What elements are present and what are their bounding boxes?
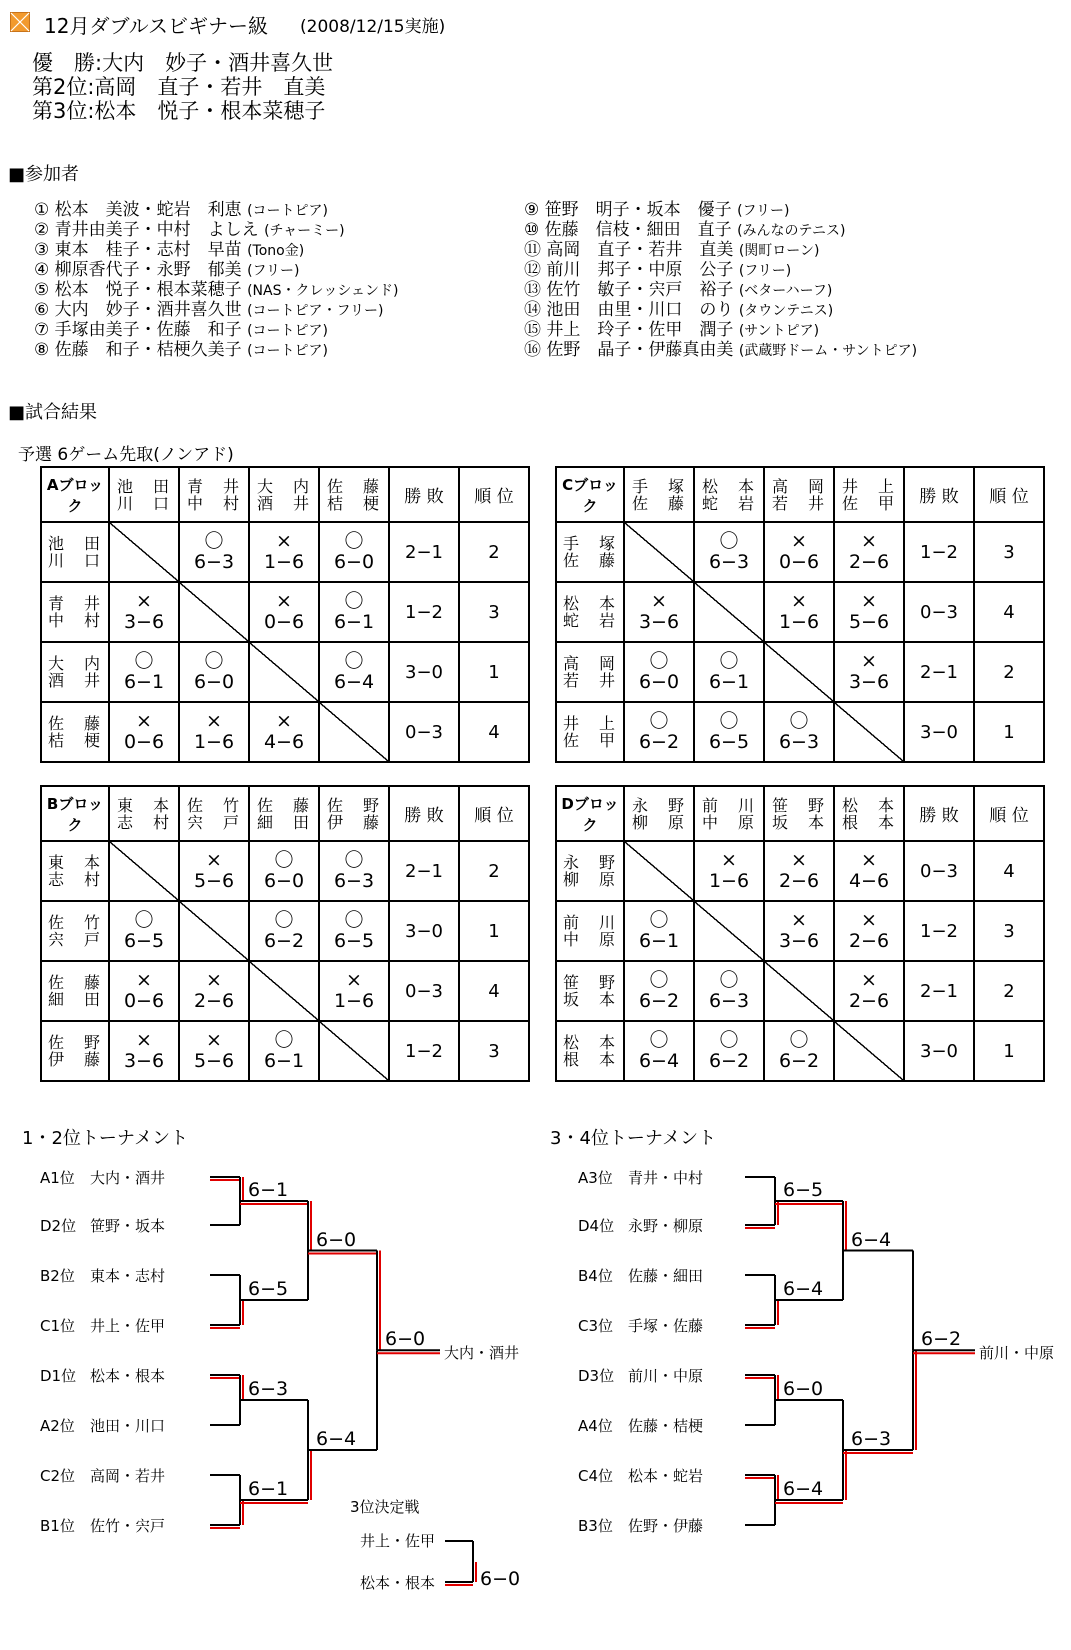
participant-name: ⑯ 佐野 晶子・伊藤真由美 xyxy=(524,340,739,360)
winner-first: 優 勝:大内 妙子・酒井喜久世 xyxy=(32,51,334,75)
rank: 2 xyxy=(459,841,529,901)
match-result: × 2−6 xyxy=(834,522,904,582)
match-result: 〇 6−1 xyxy=(624,901,694,961)
win-loss-header: 勝 敗 xyxy=(904,786,974,841)
participant-affiliation: (Tono金) xyxy=(247,243,305,259)
champion: 大内・酒井 xyxy=(444,1344,520,1363)
participants-heading: ■参加者 xyxy=(8,164,80,185)
match-result: × 1−6 xyxy=(694,841,764,901)
entry-seed: A3位 xyxy=(578,1169,613,1187)
entry-seed: C1位 xyxy=(40,1317,76,1335)
team-label: 佐 竹 宍 戸 xyxy=(41,901,109,961)
team-header: 松 本 蛇 岩 xyxy=(694,467,764,522)
entry-team: 松本・蛇岩 xyxy=(628,1467,704,1485)
match-result: 〇 6−3 xyxy=(694,522,764,582)
match-result: × 1−6 xyxy=(179,702,249,762)
participant-name: ④ 柳原香代子・永野 郁美 xyxy=(34,260,248,280)
participant-affiliation: (ベターハーフ) xyxy=(738,283,833,299)
entry-team: 佐藤・桔梗 xyxy=(628,1417,704,1435)
match-result: 〇 6−1 xyxy=(694,642,764,702)
tournament12-title: 1・2位トーナメント xyxy=(22,1128,189,1149)
win-loss-header: 勝 敗 xyxy=(904,467,974,522)
third-entry: 松本・根本 xyxy=(360,1574,436,1592)
entry-seed: A2位 xyxy=(40,1417,75,1435)
win-loss: 2−1 xyxy=(904,642,974,702)
rank: 3 xyxy=(974,901,1044,961)
win-loss: 0−3 xyxy=(389,702,459,762)
third-place-score: 6−0 xyxy=(480,1568,521,1590)
team-header: 佐 藤 細 田 xyxy=(249,786,319,841)
match-result: 〇 6−3 xyxy=(319,841,389,901)
match-score: 6−3 xyxy=(248,1378,289,1400)
participant-affiliation: (フリー) xyxy=(738,263,792,279)
participant-name: ② 青井由美子・中村 よしえ xyxy=(34,220,265,240)
match-result: 〇 6−3 xyxy=(694,961,764,1021)
match-result: 〇 6−2 xyxy=(249,901,319,961)
win-loss: 1−2 xyxy=(389,1021,459,1081)
team-label: 青 井 中 村 xyxy=(41,582,109,642)
match-result: × 0−6 xyxy=(249,582,319,642)
team-header: 井 上 佐 甲 xyxy=(834,467,904,522)
match-result: 〇 6−5 xyxy=(694,702,764,762)
match-result: 〇 6−0 xyxy=(624,642,694,702)
match-result: × 1−6 xyxy=(319,961,389,1021)
rank: 4 xyxy=(974,841,1044,901)
match-result: 〇 6−2 xyxy=(624,961,694,1021)
team-label: 前 川 中 原 xyxy=(556,901,624,961)
participant-name: ⑤ 松本 悦子・根本菜穂子 xyxy=(34,280,248,300)
team-label: 松 本 根 本 xyxy=(556,1021,624,1081)
winner-third: 第3位:松本 悦子・根本菜穂子 xyxy=(32,99,326,123)
team-label: 佐 野 伊 藤 xyxy=(41,1021,109,1081)
participant-name: ⑥ 大内 妙子・酒井喜久世 xyxy=(34,300,248,320)
team-label: 手 塚 佐 藤 xyxy=(556,522,624,582)
participant-name: ⑩ 佐藤 信枝・細田 直子 xyxy=(524,220,738,240)
match-result: × 0−6 xyxy=(109,702,179,762)
participant-name: ⑫ 前川 邦子・中原 公子 xyxy=(524,260,739,280)
match-score: 6−4 xyxy=(783,1278,824,1300)
entry-team: 高岡・若井 xyxy=(90,1467,166,1485)
match-result: 〇 6−5 xyxy=(109,901,179,961)
rank-header: 順 位 xyxy=(974,467,1044,522)
entry-team: 手塚・佐藤 xyxy=(628,1317,704,1335)
results-heading: ■試合結果 xyxy=(8,402,98,423)
rank: 1 xyxy=(974,1021,1044,1081)
entry-team: 大内・酒井 xyxy=(90,1169,166,1187)
team-header: 高 岡 若 井 xyxy=(764,467,834,522)
rank: 2 xyxy=(974,961,1044,1021)
participant-name: ⑨ 笹野 明子・坂本 優子 xyxy=(524,200,738,220)
entry-seed: D2位 xyxy=(40,1217,77,1235)
entry-team: 松本・根本 xyxy=(90,1367,166,1385)
participant-affiliation: (フリー) xyxy=(737,203,790,219)
rank-header: 順 位 xyxy=(459,786,529,841)
match-result: × 5−6 xyxy=(834,582,904,642)
team-header: 青 井 中 村 xyxy=(179,467,249,522)
final-score: 6−2 xyxy=(921,1328,962,1351)
entry-seed: D1位 xyxy=(40,1367,77,1385)
match-result: 〇 6−1 xyxy=(319,582,389,642)
champion: 前川・中原 xyxy=(979,1344,1055,1363)
team-header: 手 塚 佐 藤 xyxy=(624,467,694,522)
block-name: Aブロック xyxy=(41,467,109,522)
rank: 4 xyxy=(974,582,1044,642)
entry-team: 佐竹・宍戸 xyxy=(90,1517,166,1535)
entry-team: 東本・志村 xyxy=(90,1267,166,1285)
win-loss: 0−3 xyxy=(904,841,974,901)
match-score: 6−4 xyxy=(851,1228,892,1251)
match-result: 〇 6−1 xyxy=(249,1021,319,1081)
match-score: 6−4 xyxy=(316,1428,357,1450)
entry-team: 前川・中原 xyxy=(628,1367,704,1385)
entry-seed: D3位 xyxy=(578,1367,615,1385)
team-label: 東 本 志 村 xyxy=(41,841,109,901)
rank: 1 xyxy=(974,702,1044,762)
entry-team: 永野・柳原 xyxy=(628,1217,704,1235)
match-result: × 3−6 xyxy=(109,582,179,642)
participant-name: ① 松本 美波・蛇岩 利恵 xyxy=(34,200,248,220)
win-loss: 2−1 xyxy=(389,522,459,582)
rank-header: 順 位 xyxy=(459,467,529,522)
entry-team: 井上・佐甲 xyxy=(90,1317,166,1335)
participant-name: ⑭ 池田 由里・川口 のり xyxy=(524,300,739,320)
team-label: 佐 藤 桔 梗 xyxy=(41,702,109,762)
entry-seed: A1位 xyxy=(40,1169,75,1187)
entry-team: 佐藤・細田 xyxy=(628,1267,704,1285)
match-result: × 5−6 xyxy=(179,841,249,901)
entry-seed: B2位 xyxy=(40,1267,75,1285)
event-date: (2008/12/15実施) xyxy=(300,17,446,37)
match-result: × 2−6 xyxy=(834,901,904,961)
rank: 4 xyxy=(459,961,529,1021)
participant-name: ⑮ 井上 玲子・佐甲 潤子 xyxy=(524,320,739,340)
match-result: × 2−6 xyxy=(179,961,249,1021)
team-header: 前 川 中 原 xyxy=(694,786,764,841)
participant-affiliation: (コートピア) xyxy=(247,343,328,359)
match-result: × 3−6 xyxy=(624,582,694,642)
match-result: × 4−6 xyxy=(249,702,319,762)
match-result: 〇 6−5 xyxy=(319,901,389,961)
third-entry: 井上・佐甲 xyxy=(360,1532,436,1550)
participant-affiliation: (関町ローン) xyxy=(738,243,820,259)
block-name: Bブロック xyxy=(41,786,109,841)
match-result: 〇 6−4 xyxy=(319,642,389,702)
rank: 2 xyxy=(974,642,1044,702)
participant-affiliation: (フリー) xyxy=(247,263,300,279)
win-loss: 0−3 xyxy=(904,582,974,642)
win-loss: 0−3 xyxy=(389,961,459,1021)
team-header: 笹 野 坂 本 xyxy=(764,786,834,841)
win-loss-header: 勝 敗 xyxy=(389,786,459,841)
entry-team: 池田・川口 xyxy=(90,1417,166,1435)
block-name: Dブロック xyxy=(556,786,624,841)
rank: 3 xyxy=(974,522,1044,582)
team-header: 松 本 根 本 xyxy=(834,786,904,841)
participant-affiliation: (武蔵野ドーム・サントピア) xyxy=(738,343,918,359)
win-loss: 2−1 xyxy=(904,961,974,1021)
match-score: 6−1 xyxy=(248,1478,289,1500)
participant-name: ⑦ 手塚由美子・佐藤 和子 xyxy=(34,320,248,340)
rank: 3 xyxy=(459,582,529,642)
match-score: 6−0 xyxy=(783,1378,824,1400)
participant-affiliation: (サントピア) xyxy=(738,323,820,339)
entry-seed: C3位 xyxy=(578,1317,614,1335)
entry-seed: B1位 xyxy=(40,1517,75,1535)
match-result: × 0−6 xyxy=(764,522,834,582)
participant-affiliation: (コートピア・フリー) xyxy=(247,303,384,319)
match-score: 6−1 xyxy=(248,1179,289,1201)
participant-affiliation: (チャーミー) xyxy=(264,223,345,239)
team-label: 永 野 柳 原 xyxy=(556,841,624,901)
participant-affiliation: (コートピア) xyxy=(247,323,328,339)
match-score: 6−0 xyxy=(316,1228,357,1251)
team-header: 池 田 川 口 xyxy=(109,467,179,522)
win-loss: 1−2 xyxy=(904,901,974,961)
win-loss: 3−0 xyxy=(904,1021,974,1081)
rank: 1 xyxy=(459,642,529,702)
entry-seed: C2位 xyxy=(40,1467,76,1485)
match-result: × 5−6 xyxy=(179,1021,249,1081)
match-score: 6−5 xyxy=(248,1278,289,1300)
prelim-heading: 予選 6ゲーム先取(ノンアド) xyxy=(18,445,234,465)
match-result: 〇 6−1 xyxy=(109,642,179,702)
win-loss-header: 勝 敗 xyxy=(389,467,459,522)
win-loss: 3−0 xyxy=(389,642,459,702)
participant-affiliation: (タウンテニス) xyxy=(738,303,834,319)
match-result: 〇 6−3 xyxy=(179,522,249,582)
rank: 3 xyxy=(459,1021,529,1081)
match-score: 6−3 xyxy=(851,1428,892,1450)
tournament34-title: 3・4位トーナメント xyxy=(550,1128,717,1149)
entry-seed: A4位 xyxy=(578,1417,613,1435)
match-score: 6−5 xyxy=(783,1179,824,1201)
team-header: 佐 竹 宍 戸 xyxy=(179,786,249,841)
participant-name: ⑪ 高岡 直子・若井 直美 xyxy=(524,240,739,260)
winner-second: 第2位:高岡 直子・若井 直美 xyxy=(32,75,326,99)
entry-seed: B3位 xyxy=(578,1517,613,1535)
match-result: 〇 6−0 xyxy=(319,522,389,582)
participant-affiliation: (コートピア) xyxy=(247,203,328,219)
team-header: 東 本 志 村 xyxy=(109,786,179,841)
match-result: 〇 6−2 xyxy=(764,1021,834,1081)
match-result: 〇 6−4 xyxy=(624,1021,694,1081)
match-result: 〇 6−2 xyxy=(694,1021,764,1081)
rank-header: 順 位 xyxy=(974,786,1044,841)
match-result: × 2−6 xyxy=(834,961,904,1021)
participant-affiliation: (NAS・クレッシェンド) xyxy=(247,283,399,299)
win-loss: 1−2 xyxy=(389,582,459,642)
match-result: × 1−6 xyxy=(249,522,319,582)
participant-name: ③ 東本 桂子・志村 早苗 xyxy=(34,240,248,260)
match-result: × 3−6 xyxy=(109,1021,179,1081)
match-result: × 3−6 xyxy=(764,901,834,961)
match-result: × 2−6 xyxy=(764,841,834,901)
entry-seed: D4位 xyxy=(578,1217,615,1235)
team-header: 大 内 酒 井 xyxy=(249,467,319,522)
rank: 2 xyxy=(459,522,529,582)
match-result: × 0−6 xyxy=(109,961,179,1021)
match-result: × 1−6 xyxy=(764,582,834,642)
match-score: 6−4 xyxy=(783,1478,824,1500)
team-label: 松 本 蛇 岩 xyxy=(556,582,624,642)
entry-seed: B4位 xyxy=(578,1267,613,1285)
final-score: 6−0 xyxy=(385,1328,426,1351)
win-loss: 1−2 xyxy=(904,522,974,582)
match-result: 〇 6−0 xyxy=(249,841,319,901)
win-loss: 3−0 xyxy=(904,702,974,762)
match-result: × 4−6 xyxy=(834,841,904,901)
rank: 1 xyxy=(459,901,529,961)
match-result: × 3−6 xyxy=(834,642,904,702)
participant-name: ⑧ 佐藤 和子・桔梗久美子 xyxy=(34,340,248,360)
participant-affiliation: (みんなのテニス) xyxy=(737,223,846,239)
block-name: Cブロック xyxy=(556,467,624,522)
team-header: 佐 野 伊 藤 xyxy=(319,786,389,841)
team-label: 大 内 酒 井 xyxy=(41,642,109,702)
entry-team: 青井・中村 xyxy=(628,1169,704,1187)
team-label: 佐 藤 細 田 xyxy=(41,961,109,1021)
team-header: 永 野 柳 原 xyxy=(624,786,694,841)
win-loss: 3−0 xyxy=(389,901,459,961)
win-loss: 2−1 xyxy=(389,841,459,901)
match-result: 〇 6−3 xyxy=(764,702,834,762)
team-header: 佐 藤 桔 梗 xyxy=(319,467,389,522)
entry-team: 佐野・伊藤 xyxy=(628,1517,704,1535)
team-label: 高 岡 若 井 xyxy=(556,642,624,702)
match-result: 〇 6−2 xyxy=(624,702,694,762)
match-result: 〇 6−0 xyxy=(179,642,249,702)
rank: 4 xyxy=(459,702,529,762)
team-label: 井 上 佐 甲 xyxy=(556,702,624,762)
third-place-title: 3位決定戦 xyxy=(350,1498,420,1516)
team-label: 池 田 川 口 xyxy=(41,522,109,582)
team-label: 笹 野 坂 本 xyxy=(556,961,624,1021)
page-title: 12月ダブルスビギナー級 xyxy=(44,14,269,38)
entry-seed: C4位 xyxy=(578,1467,614,1485)
entry-team: 笹野・坂本 xyxy=(90,1217,166,1235)
participant-name: ⑬ 佐竹 敏子・宍戸 裕子 xyxy=(524,280,739,300)
